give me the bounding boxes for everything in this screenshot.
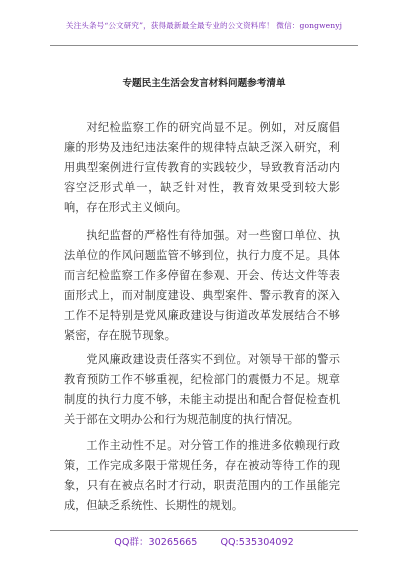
footer-qq-group: QQ群：30265665 — [114, 537, 198, 548]
header-divider — [50, 45, 358, 46]
paragraph: 工作主动性不足。对分管工作的推进多依赖现行政策，工作完成多限于常规任务，存在被动等待工作的现象，只有在被点名时才行动，职责范围内的工作虽能完成，但缺乏系统性、长期性的规划。 — [64, 439, 340, 512]
document-title: 专题民主生活会发言材料问题参考清单 — [122, 78, 286, 89]
paragraph: 党风廉政建设责任落实不到位。对领导干部的警示教育预防工作不够重视，纪检部门的震慑力不足。规章制度的执行力度不够，未能主动提出和配合督促检查机关于部在文明办公和行为规范制度的执行情况。 — [64, 353, 340, 426]
footer-divider — [50, 530, 358, 531]
paragraph: 对纪检监察工作的研究尚显不足。例如，对反腐倡廉的形势及违纪违法案件的规律特点缺乏深入研究，利用典型案例进行宣传教育的实践较少，导致教育活动内容空泛形式单一，缺乏针对性，教育效果受到较大影响，存在形式主义倾向。 — [64, 121, 340, 214]
paragraph: 执纪监督的严格性有待加强。对一些窗口单位、执法单位的作风问题监管不够到位，执行力度不足。具体而言纪检监察工作多停留在参观、开会、传达文件等表面形式上，而对制度建设、典型案件、警示教育的深入工作不足特别是党风廉政建设与街道改革发展结合不够紧密，存在脱节现象。 — [64, 229, 340, 342]
header-promo-text: 关注头条号“公文研究”，获得最新最全最专业的公文资料库！ 微信：gongwenyj — [65, 21, 343, 30]
footer-contact — [0, 534, 408, 548]
footer-qq-number: QQ:535304092 — [220, 537, 294, 548]
